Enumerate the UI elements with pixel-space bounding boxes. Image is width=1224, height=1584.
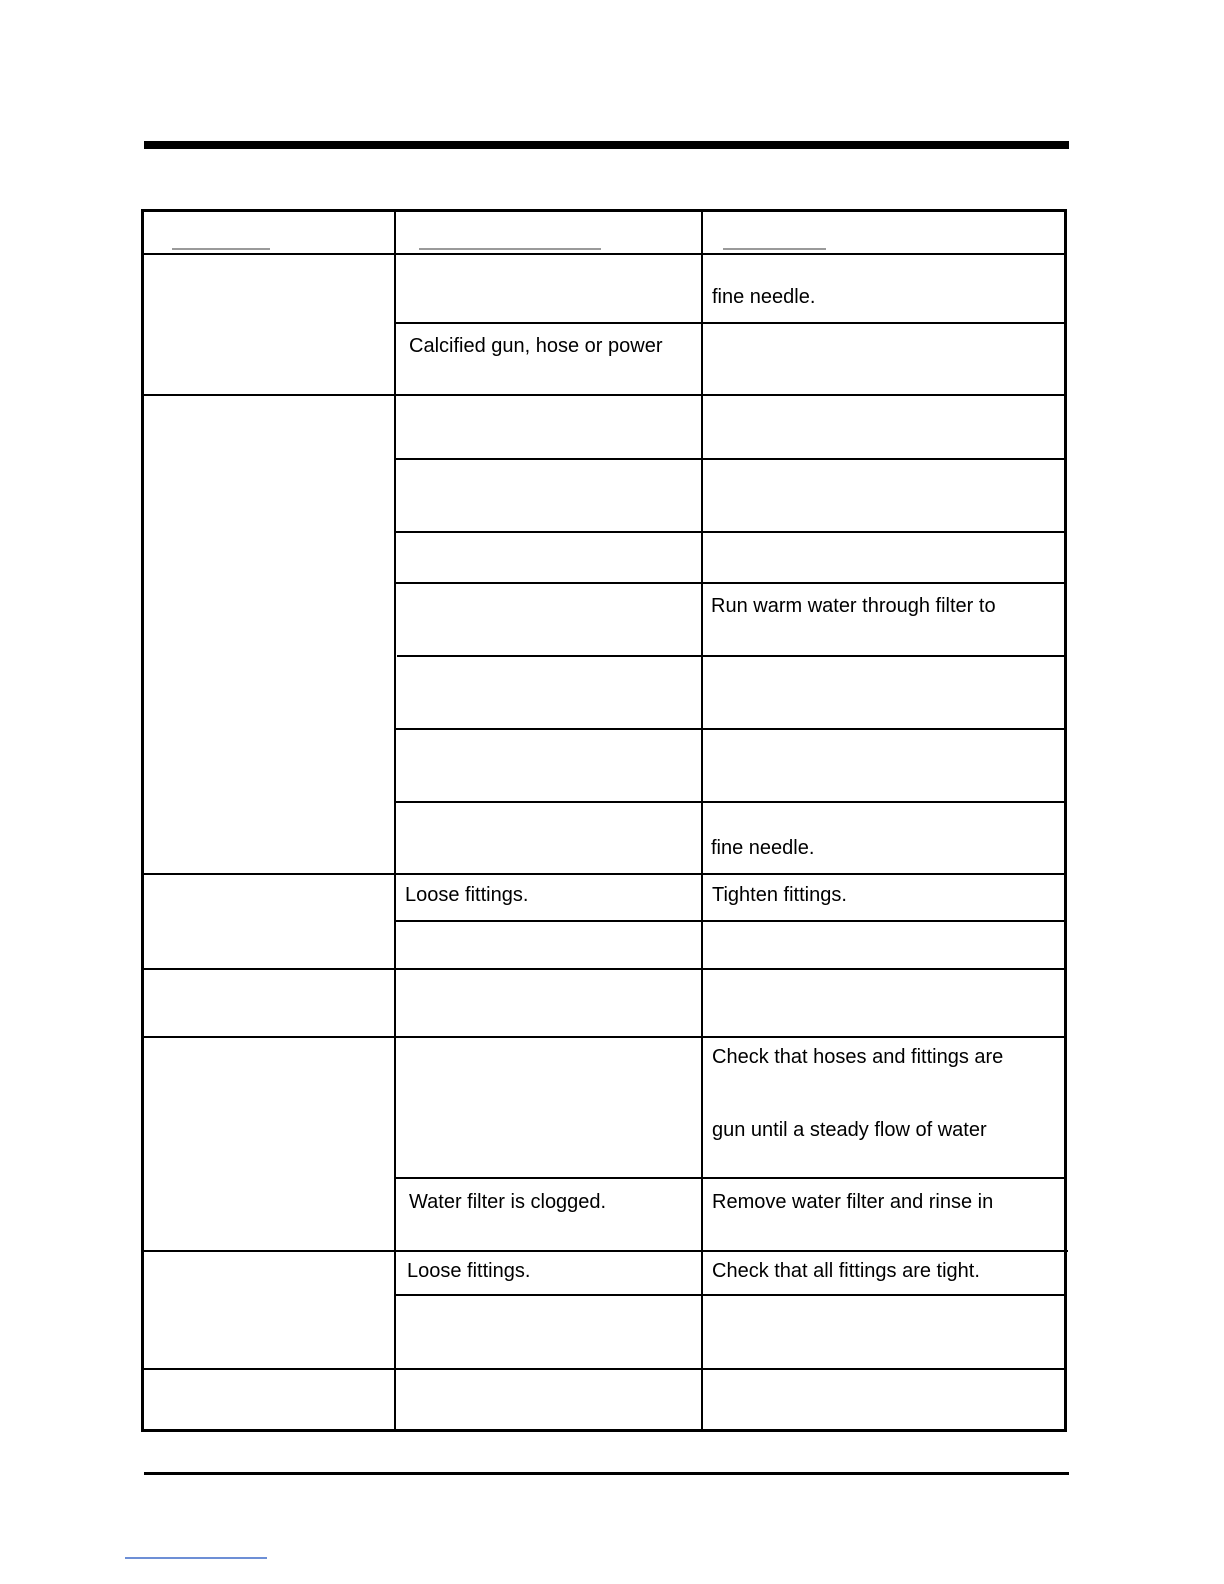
header-underline-problem	[172, 248, 270, 250]
remedy-cell: Run warm water through filter to	[711, 595, 996, 617]
subrow-divider	[396, 458, 1065, 460]
remedy-cell: fine needle.	[711, 837, 815, 859]
row-divider-group-5	[143, 1250, 1068, 1252]
row-divider-group-4	[143, 1036, 1065, 1038]
remedy-cell: Check that hoses and fittings are	[712, 1046, 1004, 1068]
row-divider-group-6	[143, 1368, 1065, 1370]
row-divider-group-3	[143, 968, 1065, 970]
cause-cell: Calcified gun, hose or power	[409, 335, 663, 357]
subrow-divider	[396, 322, 1065, 324]
header-underline-remedy	[723, 248, 826, 250]
subrow-divider	[396, 801, 1065, 803]
cause-cell: Loose fittings.	[407, 1260, 531, 1282]
subrow-divider	[397, 655, 1065, 657]
subrow-divider	[396, 1177, 1065, 1179]
row-divider-header	[143, 253, 1065, 255]
remedy-cell: Tighten fittings.	[712, 884, 847, 906]
footer-link-underline[interactable]	[125, 1557, 267, 1559]
remedy-cell: Remove water filter and rinse in	[712, 1191, 994, 1213]
cause-cell: Loose fittings.	[405, 884, 529, 906]
subrow-divider	[396, 531, 1065, 533]
subrow-divider	[396, 582, 1065, 584]
bottom-rule	[144, 1472, 1069, 1475]
remedy-cell: gun until a steady flow of water	[712, 1119, 987, 1141]
troubleshooting-table	[141, 209, 1067, 1432]
subrow-divider	[394, 1294, 1065, 1296]
row-divider-group-1	[143, 394, 1065, 396]
subrow-divider	[396, 728, 1065, 730]
subrow-divider	[396, 920, 1065, 922]
remedy-cell: Check that all fittings are tight.	[712, 1260, 980, 1282]
top-rule	[144, 141, 1069, 149]
remedy-cell: fine needle.	[712, 286, 816, 308]
header-underline-cause	[419, 248, 601, 250]
cause-cell: Water filter is clogged.	[409, 1191, 607, 1213]
row-divider-group-2	[143, 873, 1065, 875]
